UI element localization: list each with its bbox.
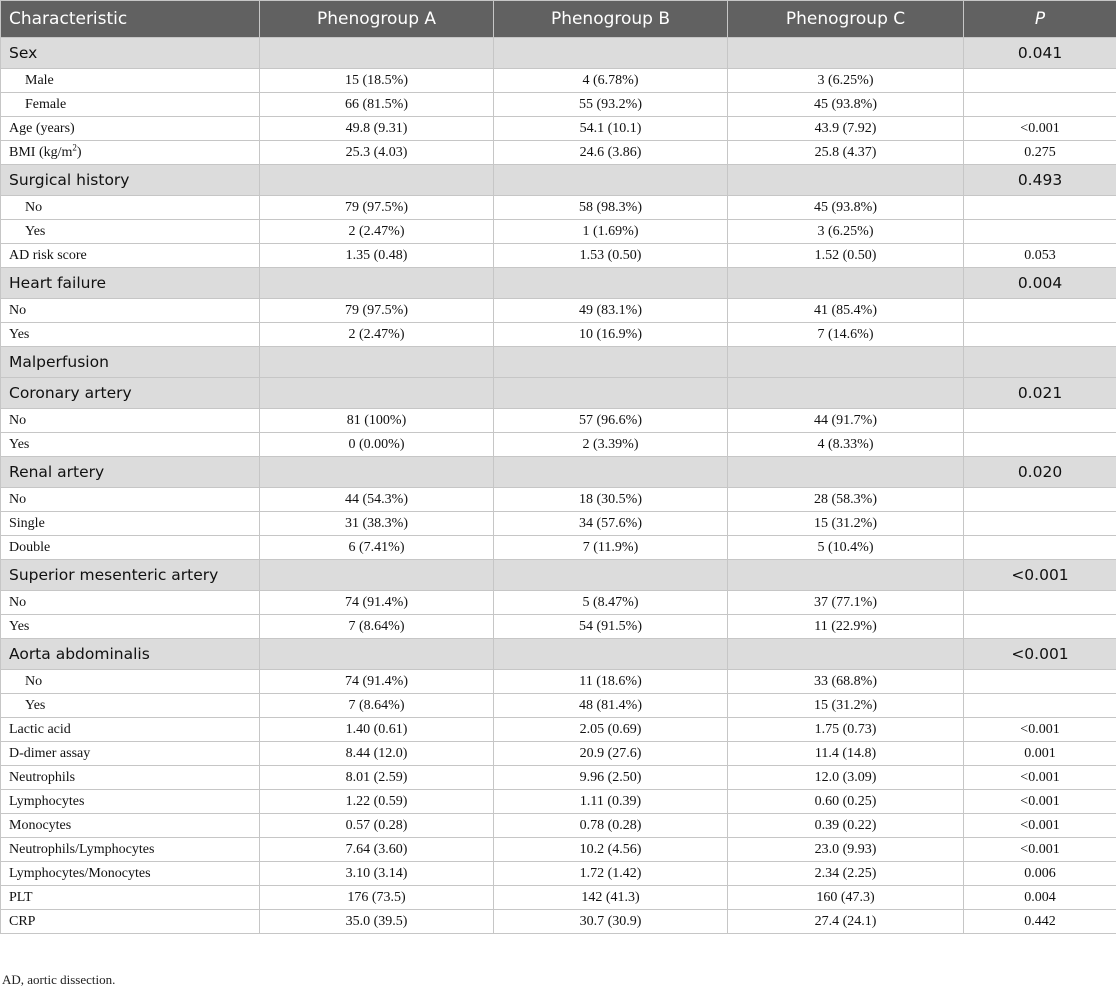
row-label-text: Double xyxy=(9,539,51,555)
cell-phenogroup-c: 7 (14.6%) xyxy=(728,323,964,347)
cell-p-value: 0.442 xyxy=(964,910,1116,934)
cell-phenogroup-b xyxy=(494,165,728,196)
cell-p-value: <0.001 xyxy=(964,790,1116,814)
row-label xyxy=(1,591,260,615)
cell-phenogroup-b xyxy=(494,457,728,488)
row-label-text: Age (years) xyxy=(9,120,75,136)
row-label xyxy=(1,141,260,165)
cell-phenogroup-c xyxy=(728,268,964,299)
cell-phenogroup-a: 79 (97.5%) xyxy=(260,196,494,220)
cell-p-value xyxy=(964,694,1116,718)
cell-phenogroup-a: 15 (18.5%) xyxy=(260,69,494,93)
cell-phenogroup-b: 10 (16.9%) xyxy=(494,323,728,347)
row-label xyxy=(1,639,260,670)
cell-phenogroup-c: 44 (91.7%) xyxy=(728,409,964,433)
cell-phenogroup-b: 1.53 (0.50) xyxy=(494,244,728,268)
cell-phenogroup-c: 45 (93.8%) xyxy=(728,196,964,220)
cell-phenogroup-b: 4 (6.78%) xyxy=(494,69,728,93)
cell-phenogroup-b: 18 (30.5%) xyxy=(494,488,728,512)
cell-phenogroup-b: 55 (93.2%) xyxy=(494,93,728,117)
row-label-text: BMI (kg/m xyxy=(9,144,73,160)
cell-phenogroup-b: 1.72 (1.42) xyxy=(494,862,728,886)
cell-phenogroup-c: 3 (6.25%) xyxy=(728,220,964,244)
cell-p-value: 0.275 xyxy=(964,141,1116,165)
row-label xyxy=(1,615,260,639)
cell-phenogroup-c: 15 (31.2%) xyxy=(728,694,964,718)
table-row xyxy=(1,838,1116,862)
cell-phenogroup-b: 58 (98.3%) xyxy=(494,196,728,220)
cell-phenogroup-b xyxy=(494,560,728,591)
cell-phenogroup-c: 15 (31.2%) xyxy=(728,512,964,536)
cell-p-value: 0.004 xyxy=(964,886,1116,910)
cell-phenogroup-c: 2.34 (2.25) xyxy=(728,862,964,886)
cell-p-value: 0.004 xyxy=(964,268,1116,299)
table-row xyxy=(1,244,1116,268)
row-label-text: No xyxy=(9,594,27,610)
cell-p-value xyxy=(964,347,1116,378)
column-header-phenogroup-b: Phenogroup B xyxy=(494,1,728,38)
cell-p-value xyxy=(964,299,1116,323)
cell-phenogroup-c: 0.39 (0.22) xyxy=(728,814,964,838)
cell-phenogroup-b xyxy=(494,38,728,69)
cell-phenogroup-b: 9.96 (2.50) xyxy=(494,766,728,790)
cell-phenogroup-a: 7 (8.64%) xyxy=(260,694,494,718)
table-row xyxy=(1,862,1116,886)
table-row xyxy=(1,718,1116,742)
cell-phenogroup-b xyxy=(494,639,728,670)
cell-phenogroup-c: 1.75 (0.73) xyxy=(728,718,964,742)
row-label-text: Yes xyxy=(25,697,46,713)
row-label-text: Neutrophils/Lymphocytes xyxy=(9,841,155,857)
cell-phenogroup-c xyxy=(728,560,964,591)
cell-p-value: 0.020 xyxy=(964,457,1116,488)
column-header-p-value: P xyxy=(964,1,1116,38)
section-row xyxy=(1,347,1116,378)
cell-phenogroup-b: 30.7 (30.9) xyxy=(494,910,728,934)
row-label xyxy=(1,488,260,512)
cell-phenogroup-a: 2 (2.47%) xyxy=(260,220,494,244)
cell-p-value: <0.001 xyxy=(964,639,1116,670)
cell-phenogroup-b xyxy=(494,347,728,378)
row-label-text: Lymphocytes xyxy=(9,793,85,809)
cell-phenogroup-c: 5 (10.4%) xyxy=(728,536,964,560)
row-label xyxy=(1,718,260,742)
cell-phenogroup-a: 25.3 (4.03) xyxy=(260,141,494,165)
table-row xyxy=(1,766,1116,790)
table-footnote: AD, aortic dissection. xyxy=(2,972,116,987)
section-row xyxy=(1,38,1116,69)
row-label-text: PLT xyxy=(9,889,33,905)
cell-phenogroup-c xyxy=(728,347,964,378)
cell-p-value xyxy=(964,488,1116,512)
cell-phenogroup-b: 1 (1.69%) xyxy=(494,220,728,244)
row-label xyxy=(1,93,260,117)
section-row xyxy=(1,268,1116,299)
cell-phenogroup-b: 49 (83.1%) xyxy=(494,299,728,323)
table-row xyxy=(1,69,1116,93)
cell-p-value: <0.001 xyxy=(964,814,1116,838)
row-label xyxy=(1,196,260,220)
cell-phenogroup-c: 41 (85.4%) xyxy=(728,299,964,323)
table-row xyxy=(1,591,1116,615)
cell-phenogroup-a: 6 (7.41%) xyxy=(260,536,494,560)
cell-phenogroup-a: 1.35 (0.48) xyxy=(260,244,494,268)
table-row xyxy=(1,93,1116,117)
cell-p-value xyxy=(964,69,1116,93)
table-row xyxy=(1,512,1116,536)
cell-p-value: <0.001 xyxy=(964,560,1116,591)
cell-phenogroup-a xyxy=(260,165,494,196)
cell-phenogroup-a xyxy=(260,457,494,488)
row-label xyxy=(1,838,260,862)
table-row xyxy=(1,694,1116,718)
cell-phenogroup-c: 1.52 (0.50) xyxy=(728,244,964,268)
row-label xyxy=(1,862,260,886)
row-label xyxy=(1,347,260,378)
row-label xyxy=(1,299,260,323)
row-label xyxy=(1,244,260,268)
cell-phenogroup-a: 66 (81.5%) xyxy=(260,93,494,117)
table-row xyxy=(1,141,1116,165)
cell-phenogroup-a: 7.64 (3.60) xyxy=(260,838,494,862)
cell-phenogroup-a: 8.44 (12.0) xyxy=(260,742,494,766)
row-label-text: CRP xyxy=(9,913,36,929)
cell-p-value: <0.001 xyxy=(964,838,1116,862)
table-row xyxy=(1,910,1116,934)
row-label xyxy=(1,694,260,718)
section-row xyxy=(1,639,1116,670)
table-row xyxy=(1,409,1116,433)
cell-p-value xyxy=(964,512,1116,536)
row-label-text: Yes xyxy=(9,618,30,634)
row-label-text: Male xyxy=(25,72,54,88)
cell-phenogroup-c: 33 (68.8%) xyxy=(728,670,964,694)
cell-phenogroup-a xyxy=(260,38,494,69)
cell-phenogroup-a: 0 (0.00%) xyxy=(260,433,494,457)
table-row xyxy=(1,117,1116,141)
cell-p-value: 0.006 xyxy=(964,862,1116,886)
cell-phenogroup-c: 3 (6.25%) xyxy=(728,69,964,93)
table-row xyxy=(1,196,1116,220)
cell-p-value xyxy=(964,615,1116,639)
row-label-text: Neutrophils xyxy=(9,769,76,785)
column-header-phenogroup-a: Phenogroup A xyxy=(260,1,494,38)
cell-phenogroup-c: 12.0 (3.09) xyxy=(728,766,964,790)
row-label-text: No xyxy=(9,491,27,507)
cell-phenogroup-c: 0.60 (0.25) xyxy=(728,790,964,814)
row-label-text: Female xyxy=(25,96,67,112)
cell-phenogroup-c: 27.4 (24.1) xyxy=(728,910,964,934)
section-row xyxy=(1,378,1116,409)
cell-phenogroup-b: 54 (91.5%) xyxy=(494,615,728,639)
cell-p-value xyxy=(964,433,1116,457)
row-label xyxy=(1,790,260,814)
cell-phenogroup-c: 23.0 (9.93) xyxy=(728,838,964,862)
cell-phenogroup-b: 0.78 (0.28) xyxy=(494,814,728,838)
cell-phenogroup-b: 2.05 (0.69) xyxy=(494,718,728,742)
table-row xyxy=(1,220,1116,244)
row-label xyxy=(1,165,260,196)
row-label-text: Coronary artery xyxy=(9,384,132,402)
cell-p-value: 0.021 xyxy=(964,378,1116,409)
cell-p-value xyxy=(964,670,1116,694)
cell-p-value xyxy=(964,536,1116,560)
row-label xyxy=(1,670,260,694)
row-label-text: No xyxy=(9,302,27,318)
row-label xyxy=(1,69,260,93)
row-label xyxy=(1,766,260,790)
row-label-text: Yes xyxy=(9,436,30,452)
cell-phenogroup-b: 1.11 (0.39) xyxy=(494,790,728,814)
cell-p-value xyxy=(964,196,1116,220)
column-header-phenogroup-c: Phenogroup C xyxy=(728,1,964,38)
cell-phenogroup-a: 8.01 (2.59) xyxy=(260,766,494,790)
cell-phenogroup-a: 79 (97.5%) xyxy=(260,299,494,323)
cell-phenogroup-c: 28 (58.3%) xyxy=(728,488,964,512)
row-label xyxy=(1,742,260,766)
cell-p-value: 0.001 xyxy=(964,742,1116,766)
table-row xyxy=(1,433,1116,457)
cell-phenogroup-b: 7 (11.9%) xyxy=(494,536,728,560)
table-header xyxy=(1,1,1116,38)
cell-phenogroup-a: 0.57 (0.28) xyxy=(260,814,494,838)
row-label-text: AD risk score xyxy=(9,247,87,263)
section-row xyxy=(1,165,1116,196)
row-label xyxy=(1,323,260,347)
row-label-text: Heart failure xyxy=(9,274,107,292)
cell-phenogroup-c xyxy=(728,165,964,196)
row-label xyxy=(1,536,260,560)
cell-p-value: <0.001 xyxy=(964,766,1116,790)
row-label xyxy=(1,910,260,934)
cell-phenogroup-a: 74 (91.4%) xyxy=(260,591,494,615)
cell-phenogroup-b: 34 (57.6%) xyxy=(494,512,728,536)
cell-phenogroup-a xyxy=(260,347,494,378)
row-label xyxy=(1,560,260,591)
cell-p-value xyxy=(964,323,1116,347)
row-label-text: Malperfusion xyxy=(9,353,109,371)
cell-p-value: <0.001 xyxy=(964,718,1116,742)
row-label xyxy=(1,268,260,299)
header-row xyxy=(1,1,1116,38)
cell-p-value: <0.001 xyxy=(964,117,1116,141)
table-row xyxy=(1,670,1116,694)
cell-phenogroup-a xyxy=(260,560,494,591)
row-label-text: Yes xyxy=(9,326,30,342)
cell-phenogroup-a: 31 (38.3%) xyxy=(260,512,494,536)
column-header-characteristic: Characteristic xyxy=(1,1,260,38)
cell-phenogroup-b: 10.2 (4.56) xyxy=(494,838,728,862)
cell-phenogroup-a: 2 (2.47%) xyxy=(260,323,494,347)
cell-phenogroup-c: 4 (8.33%) xyxy=(728,433,964,457)
cell-phenogroup-a xyxy=(260,268,494,299)
cell-phenogroup-a: 7 (8.64%) xyxy=(260,615,494,639)
table-body xyxy=(1,38,1116,934)
cell-phenogroup-c xyxy=(728,378,964,409)
row-label-text: No xyxy=(25,673,43,689)
row-label xyxy=(1,409,260,433)
row-label-text: Aorta abdominalis xyxy=(9,645,150,663)
cell-phenogroup-a: 49.8 (9.31) xyxy=(260,117,494,141)
table-row xyxy=(1,814,1116,838)
row-label-text: Renal artery xyxy=(9,463,105,481)
row-label-text: Yes xyxy=(25,223,46,239)
cell-phenogroup-a: 81 (100%) xyxy=(260,409,494,433)
row-label-text: Single xyxy=(9,515,45,531)
cell-phenogroup-a: 1.22 (0.59) xyxy=(260,790,494,814)
cell-phenogroup-b: 5 (8.47%) xyxy=(494,591,728,615)
row-label-text: Sex xyxy=(9,44,38,62)
cell-phenogroup-b: 11 (18.6%) xyxy=(494,670,728,694)
cell-p-value xyxy=(964,93,1116,117)
cell-p-value: 0.041 xyxy=(964,38,1116,69)
cell-phenogroup-a xyxy=(260,639,494,670)
cell-phenogroup-c xyxy=(728,38,964,69)
table-row xyxy=(1,323,1116,347)
row-label xyxy=(1,117,260,141)
cell-phenogroup-a: 3.10 (3.14) xyxy=(260,862,494,886)
cell-phenogroup-c: 160 (47.3) xyxy=(728,886,964,910)
cell-p-value xyxy=(964,220,1116,244)
row-label xyxy=(1,220,260,244)
row-label xyxy=(1,457,260,488)
cell-phenogroup-c: 25.8 (4.37) xyxy=(728,141,964,165)
section-row xyxy=(1,560,1116,591)
cell-phenogroup-b xyxy=(494,268,728,299)
table-row xyxy=(1,886,1116,910)
section-row xyxy=(1,457,1116,488)
cell-phenogroup-c: 37 (77.1%) xyxy=(728,591,964,615)
row-label-text: Surgical history xyxy=(9,171,130,189)
cell-phenogroup-b xyxy=(494,378,728,409)
row-label xyxy=(1,378,260,409)
cell-p-value xyxy=(964,591,1116,615)
cell-phenogroup-a xyxy=(260,378,494,409)
cell-p-value: 0.053 xyxy=(964,244,1116,268)
row-label xyxy=(1,814,260,838)
cell-p-value: 0.493 xyxy=(964,165,1116,196)
row-label-text: Lymphocytes/Monocytes xyxy=(9,865,151,881)
row-label-text: Lactic acid xyxy=(9,721,71,737)
table-row xyxy=(1,790,1116,814)
cell-phenogroup-b: 57 (96.6%) xyxy=(494,409,728,433)
cell-phenogroup-c: 11.4 (14.8) xyxy=(728,742,964,766)
cell-phenogroup-b: 24.6 (3.86) xyxy=(494,141,728,165)
row-label-text: D-dimer assay xyxy=(9,745,91,761)
cell-phenogroup-c: 11 (22.9%) xyxy=(728,615,964,639)
row-label xyxy=(1,433,260,457)
cell-phenogroup-b: 20.9 (27.6) xyxy=(494,742,728,766)
row-label-text: Superior mesenteric artery xyxy=(9,566,219,584)
cell-phenogroup-b: 54.1 (10.1) xyxy=(494,117,728,141)
row-label xyxy=(1,886,260,910)
row-label-text: Monocytes xyxy=(9,817,72,833)
cell-phenogroup-c: 45 (93.8%) xyxy=(728,93,964,117)
cell-phenogroup-c xyxy=(728,639,964,670)
cell-phenogroup-c xyxy=(728,457,964,488)
cell-phenogroup-b: 2 (3.39%) xyxy=(494,433,728,457)
row-label xyxy=(1,512,260,536)
row-label-text: No xyxy=(9,412,27,428)
table-row xyxy=(1,615,1116,639)
row-label-text: No xyxy=(25,199,43,215)
cell-p-value xyxy=(964,409,1116,433)
row-label-suffix: ) xyxy=(76,144,82,160)
cell-phenogroup-a: 1.40 (0.61) xyxy=(260,718,494,742)
cell-phenogroup-a: 176 (73.5) xyxy=(260,886,494,910)
table-row xyxy=(1,488,1116,512)
cell-phenogroup-a: 35.0 (39.5) xyxy=(260,910,494,934)
cell-phenogroup-b: 48 (81.4%) xyxy=(494,694,728,718)
cell-phenogroup-c: 43.9 (7.92) xyxy=(728,117,964,141)
cell-phenogroup-a: 44 (54.3%) xyxy=(260,488,494,512)
table-row xyxy=(1,742,1116,766)
table-row xyxy=(1,299,1116,323)
row-label xyxy=(1,38,260,69)
row-label-superscript: 2 xyxy=(72,141,77,152)
cell-phenogroup-b: 142 (41.3) xyxy=(494,886,728,910)
table-row xyxy=(1,536,1116,560)
cell-phenogroup-a: 74 (91.4%) xyxy=(260,670,494,694)
